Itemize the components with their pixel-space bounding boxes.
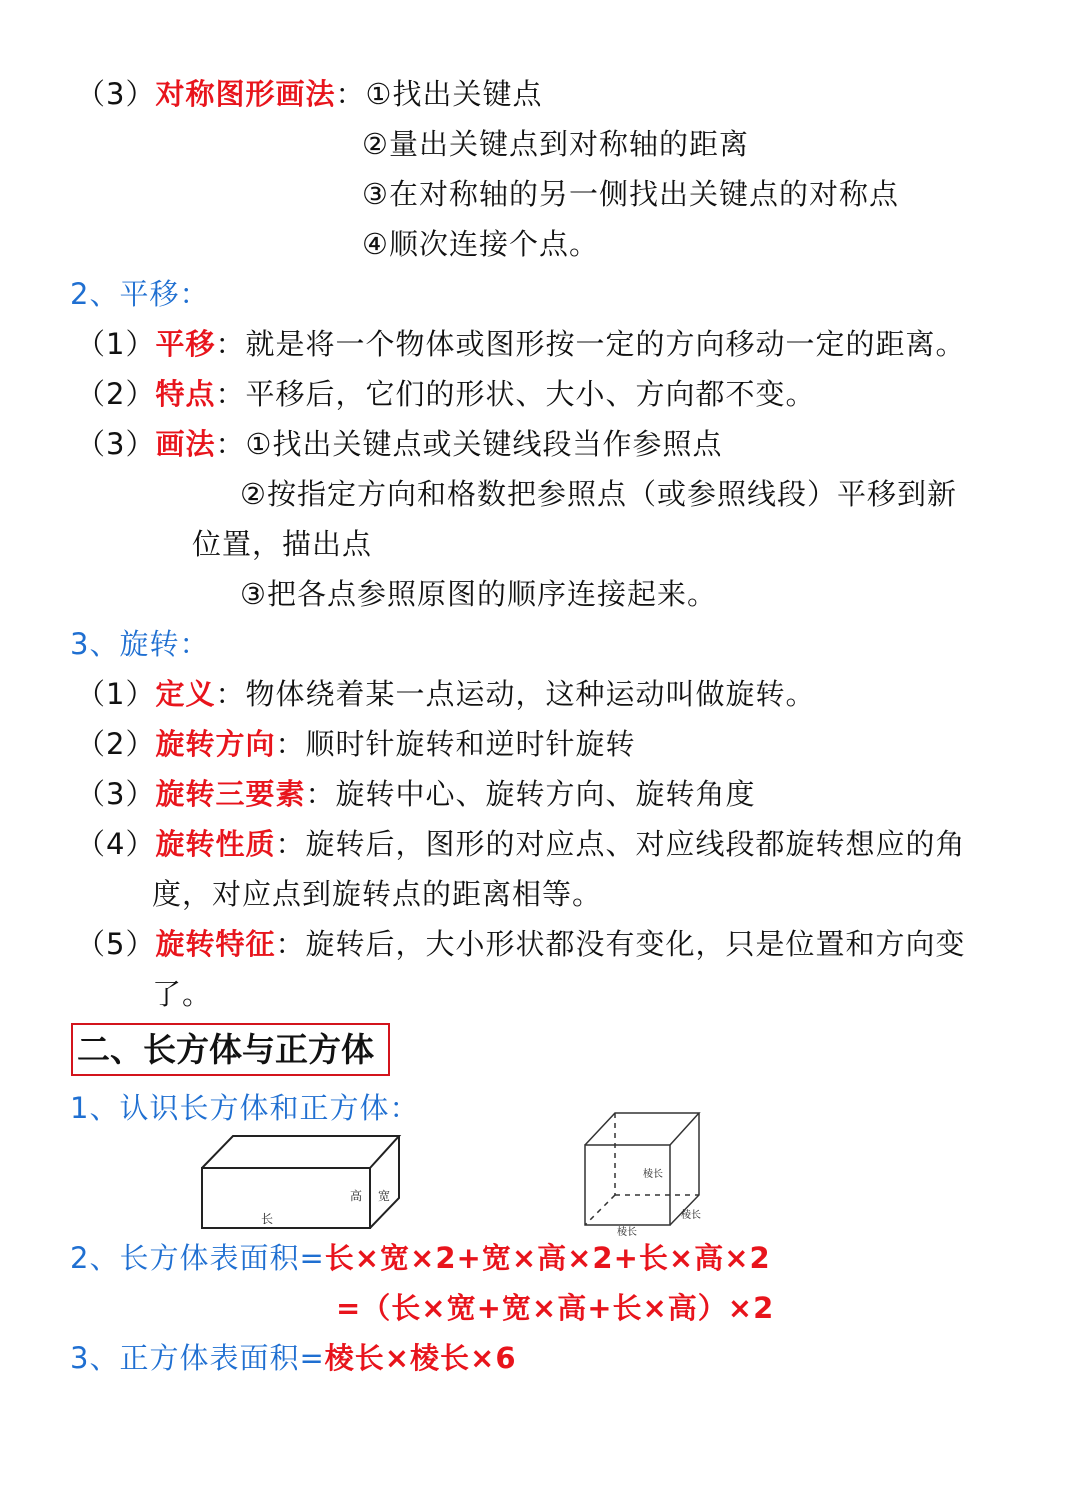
rotation-item-1 <box>76 674 815 714</box>
item-term: 旋转三要素 <box>155 777 306 811</box>
item-index: （1） <box>76 327 156 361</box>
cube-area-line <box>70 1338 517 1378</box>
translation-step-2a: ②按指定方向和格数把参照点（或参照线段）平移到新 <box>240 477 957 511</box>
item-term: 画法 <box>155 427 216 461</box>
item-index: （3） <box>76 427 156 461</box>
rotation-item-4-cont: 度，对应点到旋转点的距离相等。 <box>152 877 603 911</box>
item-index: （3） <box>76 777 156 811</box>
sym-step-4: ④顺次连接个点。 <box>362 227 599 261</box>
translation-item-1 <box>76 324 965 364</box>
cube-hidden-edges <box>585 1113 699 1225</box>
cuboid-area-formula: 长×宽×2+宽×高×2+长×高×2 <box>324 1241 771 1275</box>
cube-area-heading: 3、正方体表面积= <box>70 1341 325 1375</box>
item-term: 旋转性质 <box>155 827 276 861</box>
item-index: （1） <box>76 677 156 711</box>
cube-edge-label-bottom: 棱长 <box>617 1227 637 1237</box>
sym-title: 对称图形画法 <box>155 77 336 111</box>
rotation-item-5 <box>76 924 965 964</box>
sym-method-line <box>76 74 542 114</box>
section-title: 二、长方体与正方体 <box>71 1023 390 1076</box>
translation-step-3: ③把各点参照原图的顺序连接起来。 <box>240 577 717 611</box>
translation-item-2 <box>76 374 815 414</box>
item-text: ：旋转中心、旋转方向、旋转角度 <box>305 777 756 811</box>
item-text: ：旋转后，大小形状都没有变化，只是位置和方向变 <box>275 927 966 961</box>
cube-diagram <box>575 1105 715 1237</box>
translation-heading: 2、平移： <box>70 277 210 311</box>
translation-item-3 <box>76 424 722 464</box>
rotation-item-5-cont: 了。 <box>152 977 213 1011</box>
sym-step-2: ②量出关键点到对称轴的距离 <box>362 127 749 161</box>
translation-step-2b: 位置，描出点 <box>192 527 373 561</box>
cuboid-front-face <box>202 1168 370 1228</box>
cuboid-area-line <box>70 1238 771 1278</box>
item-text: ：旋转后，图形的对应点、对应线段都旋转想应的角 <box>275 827 966 861</box>
item-text: ：①找出关键点或关键线段当作参照点 <box>215 427 723 461</box>
rotation-heading: 3、旋转： <box>70 627 210 661</box>
item-text: ：顺时针旋转和逆时针旋转 <box>275 727 636 761</box>
item-term: 定义 <box>155 677 216 711</box>
cuboid-side-face <box>370 1136 399 1228</box>
cuboid-diagram <box>195 1130 407 1232</box>
sym-index: （3） <box>76 77 156 111</box>
item-term: 旋转特征 <box>155 927 276 961</box>
cuboid-area-formula-2: =（长×宽+宽×高+长×高）×2 <box>336 1291 775 1325</box>
item-term: 旋转方向 <box>155 727 276 761</box>
cuboid-cube-heading: 1、认识长方体和正方体： <box>70 1091 420 1125</box>
item-index: （5） <box>76 927 156 961</box>
cuboid-area-heading: 2、长方体表面积= <box>70 1241 325 1275</box>
item-index: （2） <box>76 377 156 411</box>
item-text: ：物体绕着某一点运动，这种运动叫做旋转。 <box>215 677 816 711</box>
cuboid-height-label: 高 <box>350 1189 363 1203</box>
item-text: ：就是将一个物体或图形按一定的方向移动一定的距离。 <box>215 327 966 361</box>
rotation-item-4 <box>76 824 965 864</box>
sym-step-3: ③在对称轴的另一侧找出关键点的对称点 <box>362 177 899 211</box>
item-index: （2） <box>76 727 156 761</box>
item-term: 特点 <box>155 377 216 411</box>
cube-area-formula: 棱长×棱长×6 <box>324 1341 517 1375</box>
cuboid-length-label: 长 <box>261 1212 274 1226</box>
cuboid-top-face <box>202 1136 399 1168</box>
cube-edge-label-inner: 棱长 <box>643 1169 663 1180</box>
item-text: ：平移后，它们的形状、大小、方向都不变。 <box>215 377 816 411</box>
cube-top-face <box>585 1113 699 1145</box>
sym-colon: ： <box>335 77 366 111</box>
cuboid-width-label: 宽 <box>378 1189 391 1203</box>
item-term: 平移 <box>155 327 216 361</box>
rotation-item-3 <box>76 774 755 814</box>
item-index: （4） <box>76 827 156 861</box>
sym-step-1: ①找出关键点 <box>365 77 543 111</box>
cube-edge-label-side: 棱长 <box>681 1210 701 1221</box>
rotation-item-2 <box>76 724 635 764</box>
